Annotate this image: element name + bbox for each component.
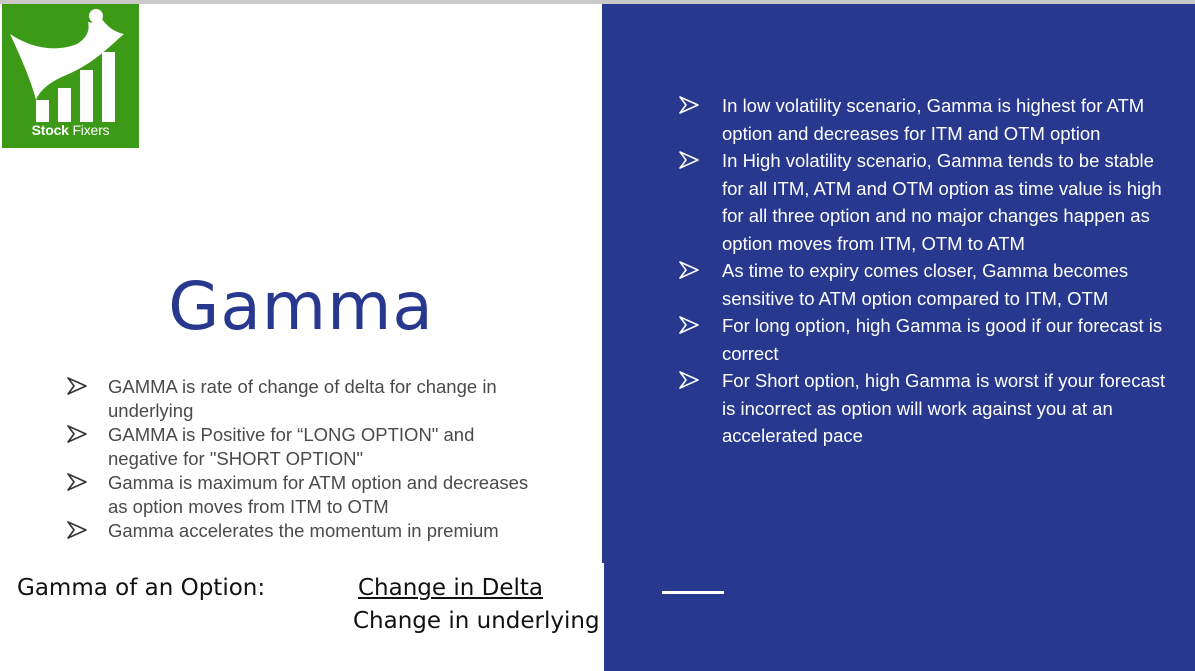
list-item: GAMMA is Positive for “LONG OPTION" and negative for "SHORT OPTION" — [66, 423, 546, 471]
list-item: GAMMA is rate of change of delta for change in underlying — [66, 375, 546, 423]
arrowhead-bullet-icon — [66, 375, 88, 397]
arrowhead-bullet-icon — [66, 471, 88, 493]
logo-text: Stock Fixers — [31, 122, 110, 138]
list-item: As time to expiry comes closer, Gamma becomes sensitive to ATM option compared to ITM, OTM — [678, 257, 1168, 312]
left-bullet-list — [66, 375, 546, 543]
list-item: Gamma is maximum for ATM option and decreases as option moves from ITM to OTM — [66, 471, 546, 519]
arrowhead-bullet-icon — [678, 259, 700, 281]
formula-label: Gamma of an Option: — [17, 575, 266, 601]
page-title: Gamma — [168, 268, 434, 345]
formula-numerator: Change in Delta — [358, 575, 544, 601]
arrowhead-bullet-icon — [678, 369, 700, 391]
arrowhead-bullet-icon — [678, 314, 700, 336]
arrowhead-bullet-icon — [66, 519, 88, 541]
decorative-dash — [662, 591, 724, 594]
arrowhead-bullet-icon — [678, 149, 700, 171]
formula-denominator: Change in underlying — [353, 608, 600, 634]
list-item: For Short option, high Gamma is worst if your forecast is incorrect as option will work against you at an accelerated pace — [678, 367, 1168, 450]
list-item: In High volatility scenario, Gamma tends to be stable for all ITM, ATM and OTM option as time value is high for all three option and no major changes happen as option moves from ITM, OTM to ATM — [678, 147, 1168, 257]
list-item: In low volatility scenario, Gamma is highest for ATM option and decreases for ITM and OTM option — [678, 92, 1168, 147]
list-item: Gamma accelerates the momentum in premium — [66, 519, 546, 543]
arrowhead-bullet-icon — [678, 94, 700, 116]
right-bullet-list — [678, 92, 1168, 450]
list-item: For long option, high Gamma is good if our forecast is correct — [678, 312, 1168, 367]
logo — [2, 4, 139, 148]
arrowhead-bullet-icon — [66, 423, 88, 445]
